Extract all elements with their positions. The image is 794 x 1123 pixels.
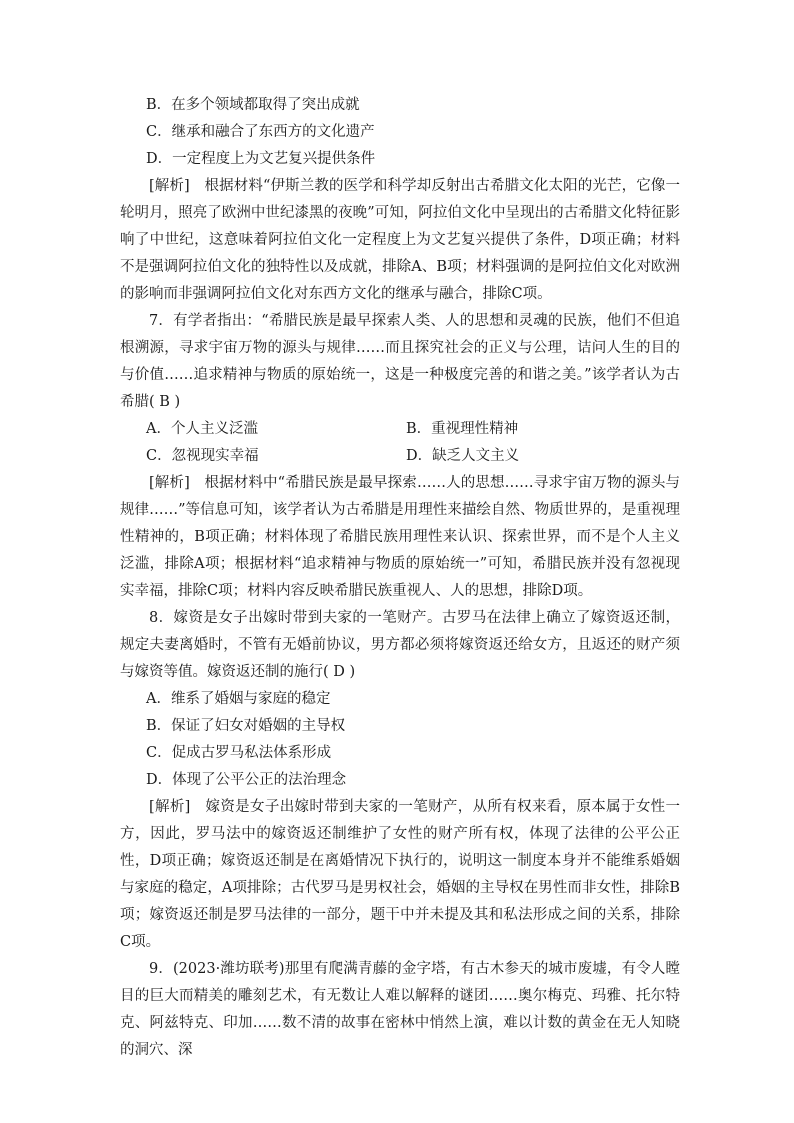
q8-option-c: C．促成古罗马私法体系形成 [146,745,332,761]
q7-option-c: C．忽视现实幸福 [146,448,259,464]
q6-analysis: [解析] 根据材料“伊斯兰教的医学和科学却反射出古希腊文化太阳的光芒，它像一轮明月，照亮了欧洲中世纪漆黑的夜晚”可知，阿拉伯文化中呈现出的古希腊文化特征影响了中世纪，这意味着阿拉伯文化一定程度上为文艺复兴提供了条件，D项正确；材料不是强调阿拉伯文化的独特性以及成就，排除A、B项；材料强调的是阿拉伯文化对欧洲的影响而非强调阿拉伯文化对东西方文化的继承与融合，排除C项。 [120,178,680,302]
q6-option-c: C．继承和融合了东西方的文化遗产 [146,124,375,140]
q7-option-d: D．缺乏人文主义 [406,448,520,464]
document-page [120,92,680,1064]
q8-option-d: D．体现了公平公正的法治理念 [146,772,347,788]
q7-options-row-1 [120,416,680,443]
q8-analysis: [解析] 嫁资是女子出嫁时带到夫家的一笔财产，从所有权来看，原本属于女性一方，因此，罗马法中的嫁资返还制维护了女性的财产所有权，体现了法律的公平公正性，D项正确；嫁资返还制是在离婚情况下执行的，说明这一制度本身并不能维系婚姻与家庭的稳定，A项排除；古代罗马是男权社会，婚姻的主导权在男性而非女性，排除B项；嫁资返还制是罗马法律的一部分，题干中并未提及其和私法形成之间的关系，排除C项。 [120,799,680,950]
q7-option-a: A．个人主义泛滥 [146,421,258,437]
q8-stem: 8．嫁资是女子出嫁时带到夫家的一笔财产。古罗马在法律上确立了嫁资返还制，规定夫妻离婚时，不管有无婚前协议，男方都必须将嫁资返还给女方，且返还的财产须与嫁资等值。嫁资返还制的施行( D ) [120,610,680,680]
q6-option-b: B．在多个领域都取得了突出成就 [146,97,360,113]
q7-option-b: B．重视理性精神 [406,421,519,437]
q7-stem: 7．有学者指出：“希腊民族是最早探索人类、人的思想和灵魂的民族，他们不但追根溯源，寻求宇宙万物的源头与规律……而且探究社会的正义与公理，诘问人生的目的与价值……追求精神与物质的原始统一，这是一种极度完善的和谐之美。”该学者认为古希腊( B ) [120,313,680,410]
q7-options-row-2 [120,443,680,470]
q8-option-b: B．保证了妇女对婚姻的主导权 [146,718,346,734]
q9-stem: 9．(2023·潍坊联考)那里有爬满青藤的金字塔，有古木参天的城市废墟，有令人瞠目的巨大而精美的雕刻艺术，有无数让人难以解释的谜团……奥尔梅克、玛雅、托尔特克、阿兹特克、印加……数不清的故事在密林中悄然上演，难以计数的黄金在无人知晓的洞穴、深 [120,961,680,1058]
q8-option-a: A．维系了婚姻与家庭的稳定 [146,691,331,707]
q7-analysis: [解析] 根据材料中“希腊民族是最早探索……人的思想……寻求宇宙万物的源头与规律……”等信息可知，该学者认为古希腊是用理性来描绘自然、物质世界的，是重视理性精神的，B项正确；材料体现了希腊民族用理性来认识、探索世界，而不是个人主义泛滥，排除A项；根据材料“追求精神与物质的原始统一”可知，希腊民族并没有忽视现实幸福，排除C项；材料内容反映希腊民族重视人、人的思想，排除D项。 [120,475,680,599]
q6-option-d: D．一定程度上为文艺复兴提供条件 [146,151,376,167]
